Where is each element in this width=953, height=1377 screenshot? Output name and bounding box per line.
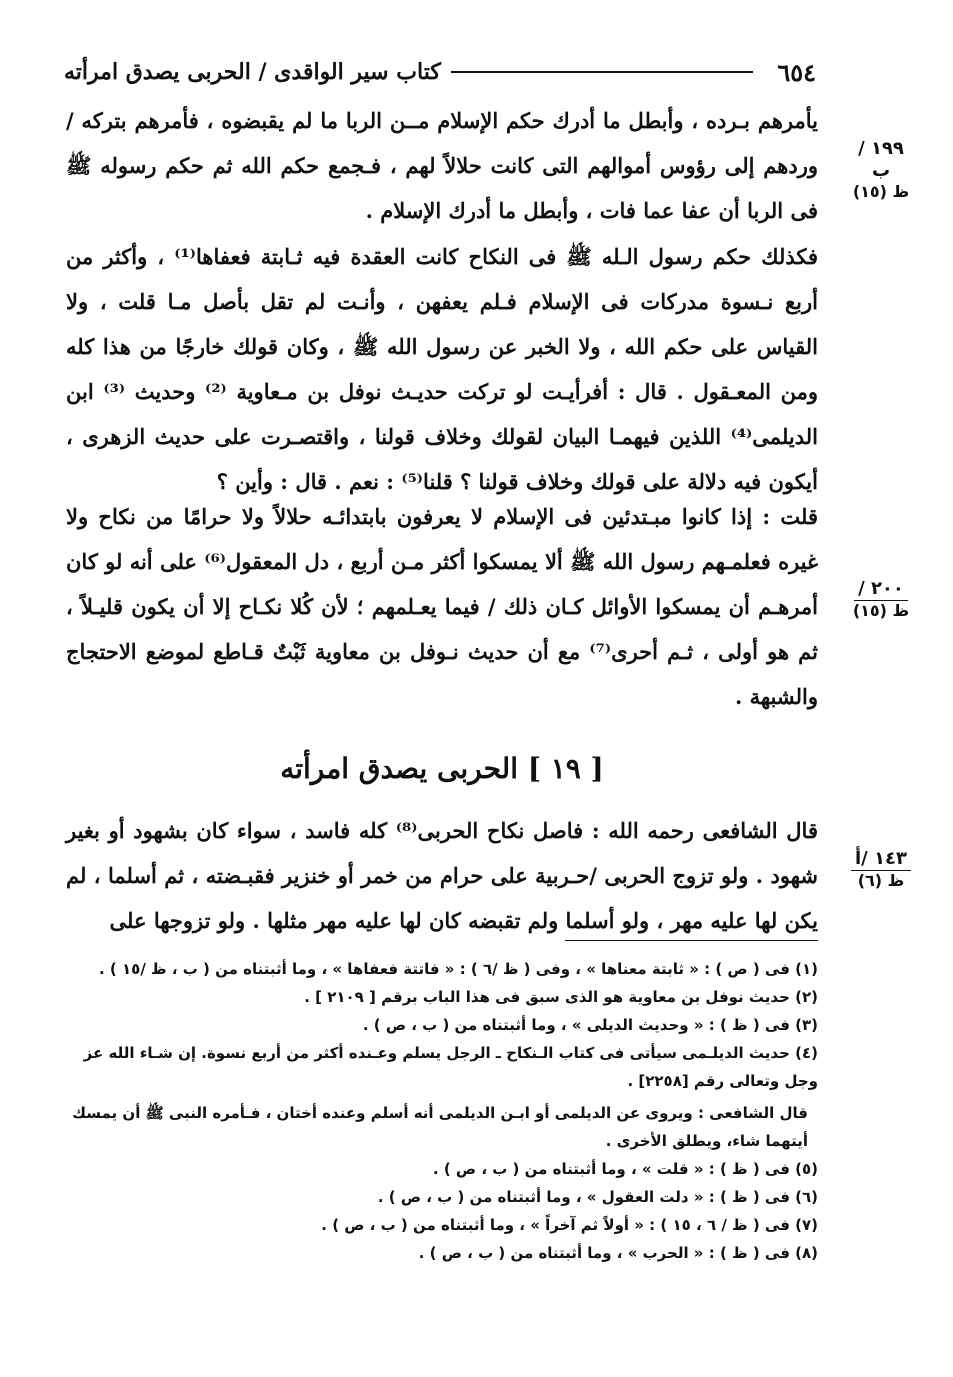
paragraph-4: قال الشافعى رحمه الله : فاصل نكاح الحربى⁽⁸⁾ كله فاسد ، سواء كان بشهود أو بغير شهود . ولو تزوج الحربى /حـربية على حرام من خمر أو خنزير فقبـضته ، ثم أسلما ، لم يكن لها عليه مهر ، ولو أسلما ولم تقبضه كان لها عليه مهر مثلها . ولو تزوجها على xyxy=(66,818,819,933)
footnote-7: (٧) فى ( ظ / ٦ ، ١٥ ) : « أولاً ثم آخراً » ، وما أثبتناه من ( ب ، ص ) . xyxy=(321,1216,818,1234)
margin-note-folio: ٢٠٠ / xyxy=(854,578,908,601)
paragraph-1: يأمرهم بـرده ، وأبطل ما أدرك حكم الإسلام مــن الربا ما لم يقبضوه ، فأمرهم بتركه / وردهم إلى رؤوس أموالهم التى كانت حلالاً لهم ، فـجمع حكم الله ثم حكم رسوله ﷺ فى الربا أن عفا عما فات ، وأبطل ما أدرك الإسلام . xyxy=(66,108,818,223)
margin-note-143a xyxy=(846,848,916,891)
footnote-rule xyxy=(565,940,818,941)
footnote-2: (٢) حديث نوفل بن معاوية هو الذى سبق فى هذا الباب برقم [ ٢١٠٩ ] . xyxy=(304,988,818,1006)
header-rule xyxy=(451,71,754,73)
margin-note-folio: ١٤٣ /أ xyxy=(851,848,911,871)
running-title: كتاب سير الواقدى / الحربى يصدق امرأته xyxy=(64,59,441,85)
margin-note-manuscript: ظ (١٥) xyxy=(852,182,910,201)
margin-note-manuscript: ظ (٦) xyxy=(857,871,905,890)
footnote-5: (٥) فى ( ظ ) : « قلت » ، وما أثبتناه من ( ب ، ص ) . xyxy=(432,1160,818,1178)
footnotes xyxy=(66,955,818,1267)
margin-note-manuscript: ظ (١٥) xyxy=(852,601,910,620)
margin-note-folio: ١٩٩ / ب xyxy=(858,138,904,181)
margin-note-199b xyxy=(846,138,916,202)
margin-note-200 xyxy=(846,578,916,621)
footnote-8: (٨) فى ( ظ ) : « الحرب » ، وما أثبتناه من ( ب ، ص ) . xyxy=(418,1244,818,1262)
footnote-1: (١) فى ( ص ) : « ثابتة معناها » ، وفى ( ظ /٦ ) : « فاتتة فعفاها » ، وما أثبتناه من ( ب ، ظ /١٥ ) . xyxy=(99,960,818,978)
footnote-6: (٦) فى ( ظ ) : « دلت العقول » ، وما أثبتناه من ( ب ، ص ) . xyxy=(377,1188,818,1206)
running-header xyxy=(64,52,816,92)
paragraph-3: قلت : إذا كانوا مبـتدئين فى الإسلام لا يعرفون بابتدائـه حلالاً ولا حرامًا من نكاح ولا غيره فعلمـهم رسول الله ﷺ ألا يمسكوا أكثر مـن أربع ، دل المعقول⁽⁶⁾ على أنه لو كان أمرهـم أن يمسكوا الأوائل كـان ذلك / فيما يعـلمهم ؛ لأن كُلا نكـاح إلا أن يكون قليـلاً ، ثم هو أولى ، ثـم أحرى⁽⁷⁾ مع أن حديث نـوفل بن معاوية ثَبْتٌ قـاطع لموضع الاحتجاج والشبهة . xyxy=(66,504,818,709)
footnote-4-continuation: قال الشافعى : ويروى عن الديلمى أو ابـن الديلمى أنه أسلم وعنده أختان ، فـأمره النبى ﷺ أن يمسك أيتهما شاء، ويطلق الأخرى . xyxy=(72,1104,808,1150)
footnote-4: (٤) حديث الديلـمى سيأتى فى كتاب الـنكاح ـ الرجل يسلم وعـنده أكثر من أربع نسوة. إن شـاء الله عز وجل وتعالى رقم [٢٢٥٨] . xyxy=(83,1044,818,1090)
footnote-3: (٣) فى ( ظ ) : « وحديث الديلى » ، وما أثبتناه من ( ب ، ص ) . xyxy=(362,1016,818,1034)
page-number: ٦٥٤ xyxy=(777,57,816,87)
paragraph-2: فكذلك حكم رسول الـله ﷺ فى النكاح كانت العقدة فيه ثـابتة فعفاها⁽¹⁾ ، وأكثر من أربع نـسوة مدركات فى الإسلام فـلم يعفهن ، وأنـت لم تقل بأصل مـا قلت ، ولا القياس على حكم الله ، ولا الخبر عن رسول الله ﷺ ، وكان قولك خارجًا من هذا كله ومن المعـقول . قال : أفرأيـت لو تركت حديـث نوفل بن مـعاوية ⁽²⁾ وحديث ⁽³⁾ ابن الديلمى⁽⁴⁾ اللذين فيهمـا البيان لقولك وخلاف قولنا ، واقتصـرت على حديث الزهرى ، أيكون فيه دلالة على قولك وخلاف قولنا ؟ قلنا⁽⁵⁾ : نعم . قال : وأين ؟ xyxy=(66,244,818,494)
section-title: [ ١٩ ] الحربى يصدق امرأته xyxy=(280,752,604,785)
